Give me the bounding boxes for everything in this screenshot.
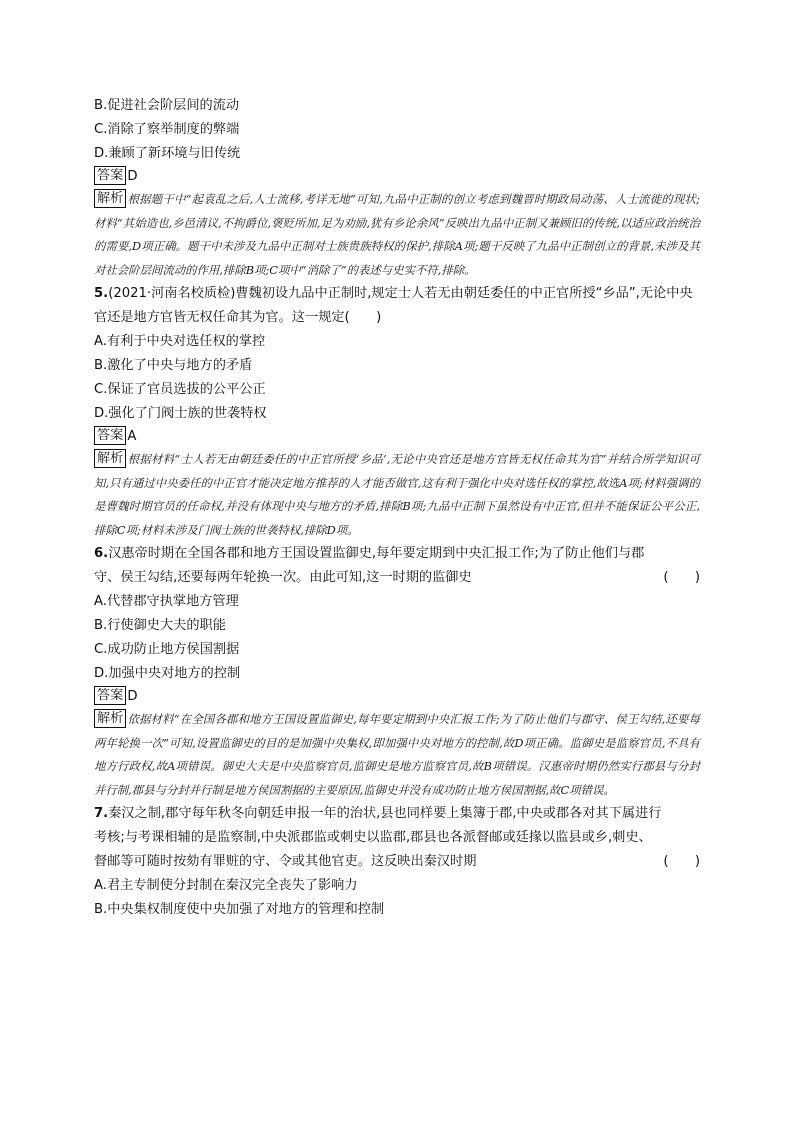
q5-explanation [94, 448, 700, 542]
answer-tag: 答案 [94, 426, 126, 445]
q7-option-b: B.中央集权制度使中央加强了对地方的管理和控制 [94, 902, 385, 917]
q7-stem-line-2: 考核;与考课相辅的是监察制,中央派郡监或刺史以监郡,郡县也各派督邮或廷掾以监县或乡,刺史、 [94, 830, 652, 845]
q5-number: 5. [94, 286, 109, 301]
document-page [94, 94, 700, 922]
q5-option-b: B.激化了中央与地方的矛盾 [94, 358, 253, 373]
q7-stem-text-3: 督邮等可随时按劾有罪赃的守、令或其他官吏。这反映出秦汉时期 [94, 854, 477, 869]
q5-answer-row [94, 426, 700, 448]
q6-option-a: A.代替郡守执掌地方管理 [94, 594, 239, 609]
q7-stem-text-1: 秦汉之制,郡守每年秋冬向朝廷申报一年的治状,县也同样要上集簿于郡,中央或郡各对其下属进行 [108, 806, 662, 821]
q4-explanation [94, 188, 700, 282]
q5-option-d: D.强化了门阀士族的世袭特权 [94, 406, 267, 421]
q5-option-a: A.有利于中央对选任权的掌控 [94, 334, 266, 349]
q6-explanation-text: 依据材料“在全国各郡和地方王国设置监御史,每年要定期到中央汇报工作;为了防止他们与郡守、侯王勾结,还要每两年轮换一次”可知,设置监御史的目的是加强中央集权,即加强中央对地方的控制,故D项正确。监御史是监察官员,不具有地方行政权,故A项错误。御史大夫是中央监察官员,监御史是地方监察官员,故B项错误。汉惠帝时期仍然实行郡县与分封并行制,郡县与分封并行制是地方侯国割据的主要原因,监御史并没有成功防止地方侯国割据,故C项错误。 [94, 712, 700, 797]
q6-answer-value: D [127, 689, 138, 704]
q6-option-d: D.加强中央对地方的控制 [94, 666, 241, 681]
q7-answer-blank: ( ) [663, 854, 700, 869]
q5-stem [94, 282, 700, 330]
q6-stem-text-2: 守、侯王勾结,还要每两年轮换一次。由此可知,这一时期的监御史 [94, 570, 472, 585]
q7-option-a: A.君主专制使分封制在秦汉完全丧失了影响力 [94, 878, 358, 893]
answer-tag: 答案 [94, 686, 126, 705]
q5-answer-value: A [127, 429, 137, 444]
q4-option-c: C.消除了察举制度的弊端 [94, 122, 240, 137]
q5-stem-text: (2021·河南名校质检)曹魏初设九品中正制时,规定士人若无由朝廷委任的中正官所授“乡品”,无论中央官还是地方官皆无权任命其为官。这一规定( ) [94, 286, 693, 325]
q6-number: 6. [94, 546, 109, 561]
q5-option-c: C.保证了官员选拔的公平公正 [94, 382, 266, 397]
q6-option-b: B.行使御史大夫的职能 [94, 618, 226, 633]
q4-option-d: D.兼顾了新环境与旧传统 [94, 146, 241, 161]
q4-answer-row [94, 166, 700, 188]
q7-stem-line-3 [94, 850, 700, 874]
q6-stem-line-1 [94, 542, 700, 566]
explanation-tag: 解析 [94, 189, 126, 208]
q4-answer-value: D [127, 169, 138, 184]
q4-explanation-text: 根据题干中“起袁乱之后,人士流移,考详无地”可知,九品中正制的创立考虑到魏晋时期政局动荡、人士流徙的现状;材料“其始造也,乡邑清议,不拘爵位,褒贬所加,足为劝励,犹有乡论余风”反映出九品中正制又兼顾旧的传统,以适应政治统治的需要,D项正确。题干中未涉及九品中正制对士族贵族特权的保护,排除A项;题干反映了九品中正制创立的背景,未涉及其对社会阶层间流动的作用,排除B项;C项中“消除了”的表述与史实不符,排除。 [94, 192, 700, 277]
answer-tag: 答案 [94, 166, 126, 185]
q6-option-c: C.成功防止地方侯国割据 [94, 642, 240, 657]
explanation-tag: 解析 [94, 709, 126, 728]
q7-number: 7. [94, 806, 109, 821]
q6-answer-blank: ( ) [663, 570, 700, 585]
q7-stem-line-1 [94, 802, 700, 826]
q5-explanation-text: 根据材料“士人若无由朝廷委任的中正官所授‘乡品’,无论中央官还是地方官皆无权任命其为官”并结合所学知识可知,只有通过中央委任的中正官才能决定地方推荐的人才能否做官,这有利于强化中央对选任权的掌控,故选A项;材料强调的是曹魏时期官员的任命权,并没有体现中央与地方的矛盾,排除B项;九品中正制下虽然设有中正官,但并不能保证公平公正,排除C项;材料未涉及门阀士族的世袭特权,排除D项。 [94, 452, 700, 537]
explanation-tag: 解析 [94, 449, 126, 468]
q4-option-b: B.促进社会阶层间的流动 [94, 98, 240, 113]
q6-stem-text-1: 汉惠帝时期在全国各郡和地方王国设置监御史,每年要定期到中央汇报工作;为了防止他们与郡 [108, 546, 645, 561]
q6-answer-row [94, 686, 700, 708]
q6-stem-line-2 [94, 566, 700, 590]
q6-explanation [94, 708, 700, 802]
